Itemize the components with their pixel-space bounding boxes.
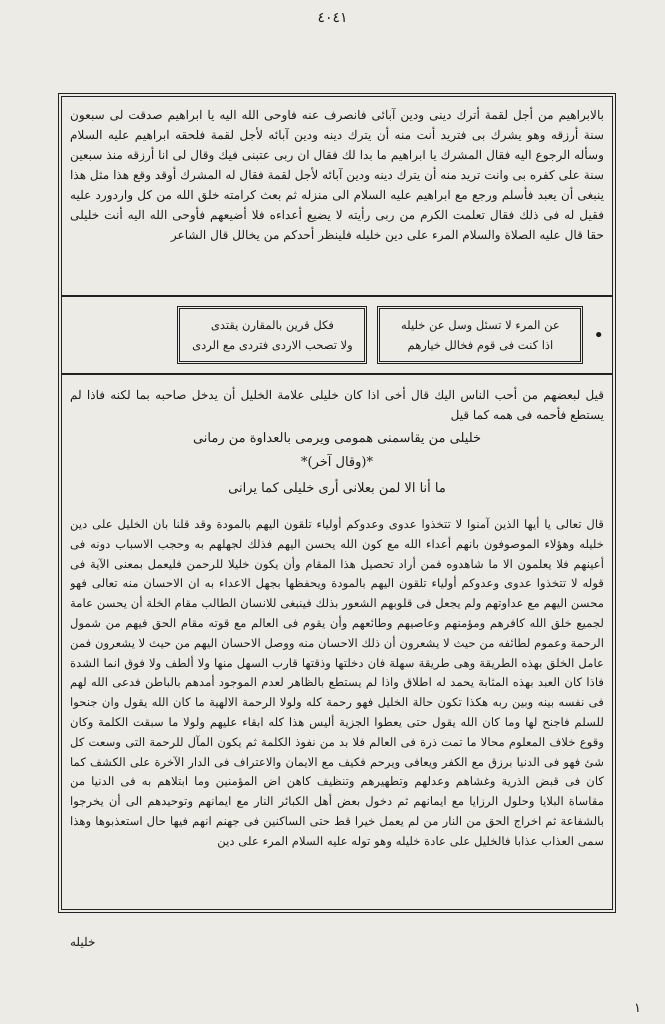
poem-line-2: ما أنا الا لمن بعلانى أرى خليلى كما يرانى: [228, 481, 446, 496]
verse-left-1: فكل قرين بالمقارن يقتدى: [210, 318, 334, 332]
catchword: خليله: [70, 935, 96, 949]
poem-heading: *(وقال آخر)*: [301, 455, 373, 470]
paragraph-2: قيل لبعضهم من أحب الناس اليك قال أخى اذا كان خليلى علامة الخليل أن يدخل صاحبه بما لكنه فاذا لم يستطع فأحمه فى همه كما قيل: [70, 388, 604, 422]
verse-box-left: [177, 306, 367, 364]
divider-top: [62, 295, 612, 297]
poem-line-1: خليلى من يقاسمنى همومى ويرمى بالعداوة من رمانى: [192, 431, 482, 446]
text-frame: [58, 93, 616, 913]
verse-right-1: عن المرء لا تسئل وسل عن خليله: [401, 318, 560, 332]
corner-mark: ١: [634, 1001, 641, 1016]
verse-left-2: ولا تصحب الاردى فتردى مع الردى: [192, 338, 353, 352]
verse-box-right: [377, 306, 583, 364]
verse-right-2: اذا كنت فى قوم فخالل خيارهم: [407, 338, 554, 352]
verse-row: [70, 303, 604, 367]
verse-marker: •: [593, 324, 604, 346]
divider-bottom: [62, 373, 612, 375]
paragraph-3: قال تعالى يا أيها الذين آمنوا لا تتخذوا عدوى وعدوكم أولياء تلقون اليهم بالمودة وقد قلنا بان الخليل على دين خليله وهؤلاء الموصوفون بانهم أعداء الله مع كون الله يحسن اليهم فذلك لجهلهم به وحجب الاسباب دونه فى أعينهم فلا يعلمون الا ما شاهدوه فمن أراد تحصيل هذا المقام وأن يكون خليلا للرحمن فليعمل بمعنى الآية فى قوله لا تتخذوا عدوى وعدوكم أولياء تلقون اليهم بالمودة ويحفظها بجهل الاعداء به ان الاحسان منه تعالى فهو محسن اليهم مع عداوتهم ولم يجعل فى قلوبهم الشعور بذلك فينبغى للانسان الطالب مقام الخلة أن يحسن عامة لجميع خلق الله كافرهم ومؤمنهم وعاصيهم وطائعهم وأن يقوم فى العالم مع قوته مقام الحق فيهم من شمول الرحمة وعموم لطائفه من حيث لا يشعرون أن ذلك الاحسان منه ووصل الاحسان اليهم من حيث لا يشعرون فمن عامل الخلق بهذه الطريقة وهى طريقة سهلة فان دخلتها وذقتها قارب السهل منها ولا ألطف ولا فوق انما الشدة فاذا كان العبد بهذه المثابة يحمد له اطلاق واذا لم يستطع بالظاهر لعدم الموجود أمدهم بالباطن فدعى الله لهم فى نفسه بينه وبين ربه هكذا تكون حالة الخليل فهو رحمة كله ولولا الرحمة الالهية ما كان الله يقول وان جنحوا للسلم فاجنح لها وما كان الله يقول حتى يعطوا الجزية أليس هذا كله ابقاء عليهم ولولا ما سبقت الكلمة وكان وقوع خلاف المعلوم محالا ما تمت ذرة فى العالم فلا بد من نفوذ الكلمة ثم يكون المآل للرحمة التى وسعت كل شئ فهو فى الدنيا برزق مع الكفر ويعافى ويرحم فكيف مع الايمان والاعتراف فى الدار الآخرة على الكشف كما كان فى قبض الذرية وغشاهم وعدلهم وتطهيرهم وتنظيف كاهن اض المؤمنين وما ابتلاهم به فى الدنيا من مقاساة البلايا وحلول الرزايا مع ايمانهم ثم دخول بعض أهل الكبائر النار مع ايمانهم وتوحيدهم الى أن يخرجوا بالشفاعة ثم اخراج الحق من النار من لم يعمل خيرا قط حتى الساكنين فى جهنم انهم فيها حال استعذبوها وهذا سمى العذاب عذابا فالخليل على عادة خليله وهو توله عليه السلام المرء على دين: [70, 517, 604, 848]
page-number: ٤٠٤١: [317, 10, 348, 26]
paragraph-1: بالابراهيم من أجل لقمة أترك دينى ودين آبائى فانصرف عنه فاوحى الله اليه يا ابراهيم صدقت لى سبعون سنة أرزقه وهو يشرك بى فتريد أنت منه أن يترك دينه ودين آبائه لأجل لقمة فلحقه ابراهيم عليه السلام وسأله الرجوع اليه فقال المشرك يا ابراهيم ما بدا لك فقال ان ربى عتبنى فيك وقال لى انا أرزقه منذ سبعين سنة على كفره بى وانت تريد منه أن يترك دينه ودين آبائه لأجل لقمة فقال له المشرك أوقد وقع هذا مثل هذا ينبغى أن يعبد فأسلم ورجع مع ابراهيم عليه السلام الى منزله ثم بعث كرامته خلق الله من كل واردورد عليه فقيل له فى ذلك فقال تعلمت الكرم من ربى رأيته لا يضيع أعداءه فلا أضيعهم فأوحى الله اليه أنت خليلى حقا قال عليه الصلاة والسلام المرء على دين خليله فلينظر أحدكم من يخالل قال الشاعر: [70, 108, 604, 242]
